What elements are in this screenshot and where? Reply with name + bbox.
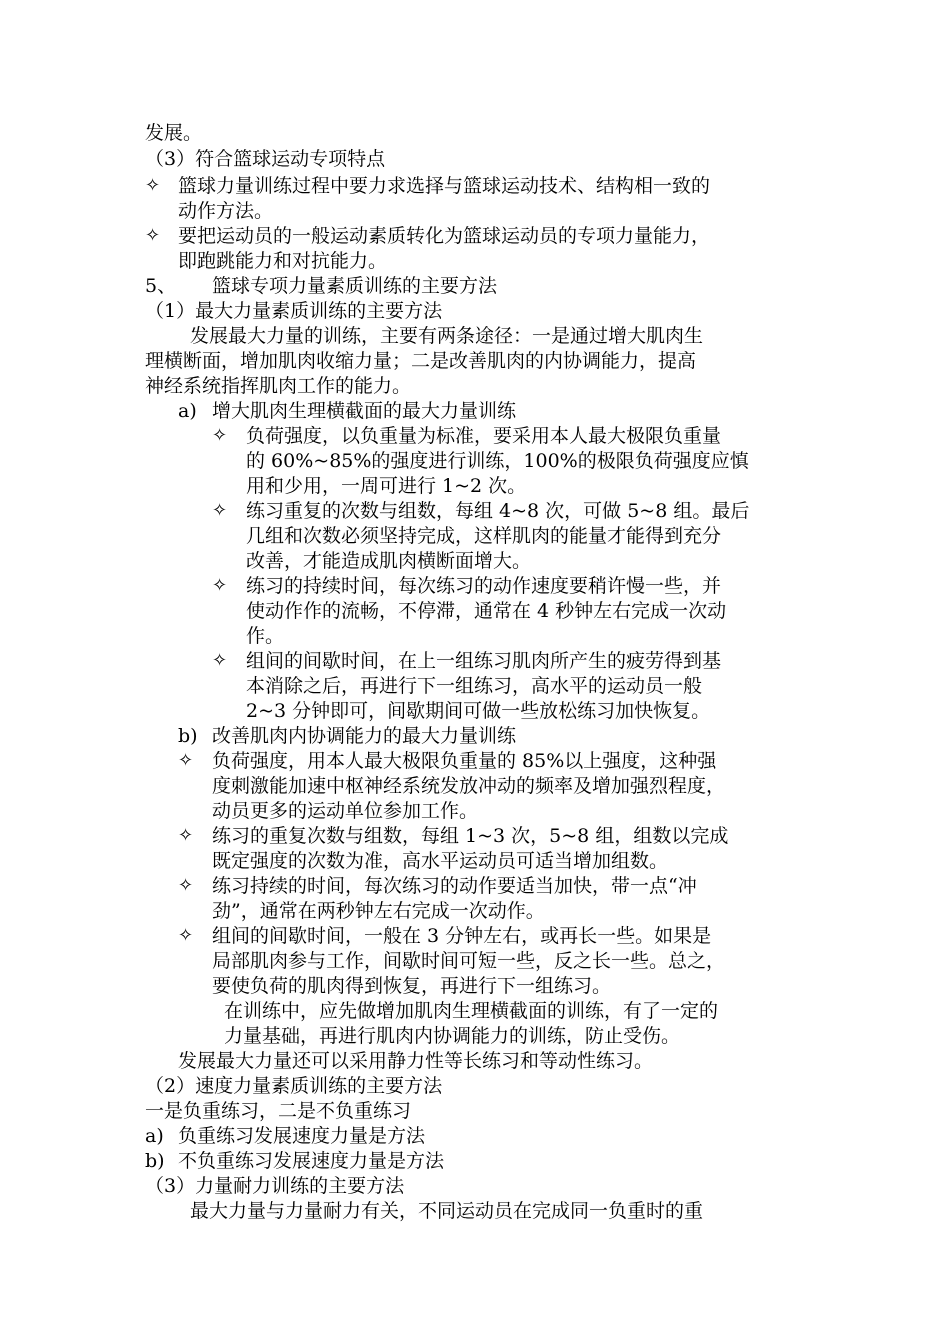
bullet-icon: ✧ [178,875,194,896]
text-line: 劲”，通常在两秒钟左右完成一次动作。 [212,900,545,922]
text-line: 负重练习发展速度力量是方法 [178,1125,426,1147]
text-line: 本消除之后，再进行下一组练习，高水平的运动员一般 [246,675,703,697]
text-line: 练习重复的次数与组数，每组 4~8 次，可做 5~8 组。最后 [246,500,750,522]
text-line: 力量基础，再进行肌肉内协调能力的训练，防止受伤。 [224,1025,681,1047]
list-marker: a) [178,400,197,422]
bullet-icon: ✧ [178,825,194,846]
list-marker: b) [145,1150,165,1172]
text-line: 负荷强度，用本人最大极限负重量的 85%以上强度，这种强 [212,750,717,772]
section-heading: （3）力量耐力训练的主要方法 [145,1175,405,1197]
text-line: 一是负重练习，二是不负重练习 [145,1100,412,1122]
section-heading: （3）符合篮球运动专项特点 [145,148,386,170]
list-marker: b) [178,725,198,747]
bullet-icon: ✧ [212,650,228,671]
subsection-heading: 改善肌肉内协调能力的最大力量训练 [212,725,517,747]
text-line: 最大力量与力量耐力有关，不同运动员在完成同一负重时的重 [190,1200,704,1222]
text-line: 发展。 [145,122,203,144]
text-line: 发展最大力量的训练，主要有两条途径：一是通过增大肌肉生 [190,325,704,347]
text-line: 使动作作的流畅，不停滞，通常在 4 秒钟左右完成一次动 [246,600,727,622]
text-line: 组间的间歇时间，在上一组练习肌肉所产生的疲劳得到基 [246,650,722,672]
text-line: 发展最大力量还可以采用静力性等长练习和等动性练习。 [178,1050,654,1072]
text-line: 练习持续的时间，每次练习的动作要适当加快，带一点“冲 [212,875,697,897]
bullet-icon: ✧ [212,500,228,521]
list-marker: a) [145,1125,164,1147]
text-line: 动员更多的运动单位参加工作。 [212,800,479,822]
text-line: 练习的持续时间，每次练习的动作速度要稍许慢一些，并 [246,575,722,597]
section-number: 5、 [145,275,177,297]
text-line: 要使负荷的肌肉得到恢复，再进行下一组练习。 [212,975,612,997]
text-line: 神经系统指挥肌肉工作的能力。 [145,375,412,397]
text-line: 改善，才能造成肌肉横断面增大。 [246,550,532,572]
section-heading: （2）速度力量素质训练的主要方法 [145,1075,443,1097]
text-line: 局部肌肉参与工作，间歇时间可短一些，反之长一些。总之， [212,950,726,972]
bullet-icon: ✧ [178,925,194,946]
text-line: 用和少用，一周可进行 1~2 次。 [246,475,527,497]
text-line: 即跑跳能力和对抗能力。 [178,250,388,272]
text-line: 负荷强度，以负重量为标准，要采用本人最大极限负重量 [246,425,722,447]
text-line: 篮球力量训练过程中要力求选择与篮球运动技术、结构相一致的 [178,175,711,197]
text-line: 作。 [246,625,285,647]
section-heading: 篮球专项力量素质训练的主要方法 [212,275,498,297]
text-line: 既定强度的次数为准，高水平运动员可适当增加组数。 [212,850,669,872]
text-line: 2~3 分钟即可，间歇期间可做一些放松练习加快恢复。 [246,700,711,722]
bullet-icon: ✧ [212,575,228,596]
text-line: 在训练中，应先做增加肌肉生理横截面的训练，有了一定的 [224,1000,719,1022]
text-line: 度刺激能加速中枢神经系统发放冲动的频率及增加强烈程度， [212,775,726,797]
text-line: 理横断面，增加肌肉收缩力量；二是改善肌肉的内协调能力，提高 [145,350,697,372]
bullet-icon: ✧ [178,750,194,771]
text-line: 动作方法。 [178,200,274,222]
bullet-icon: ✧ [145,175,161,196]
text-line: 几组和次数必须坚持完成，这样肌肉的能量才能得到充分 [246,525,722,547]
text-line: 不负重练习发展速度力量是方法 [178,1150,445,1172]
text-line: 的 60%~85%的强度进行训练，100%的极限负荷强度应慎 [246,450,749,472]
section-heading: （1）最大力量素质训练的主要方法 [145,300,443,322]
bullet-icon: ✧ [145,225,161,246]
subsection-heading: 增大肌肉生理横截面的最大力量训练 [212,400,517,422]
text-line: 要把运动员的一般运动素质转化为篮球运动员的专项力量能力， [178,225,711,247]
text-line: 练习的重复次数与组数，每组 1~3 次，5~8 组，组数以完成 [212,825,729,847]
text-line: 组间的间歇时间，一般在 3 分钟左右，或再长一些。如果是 [212,925,712,947]
bullet-icon: ✧ [212,425,228,446]
